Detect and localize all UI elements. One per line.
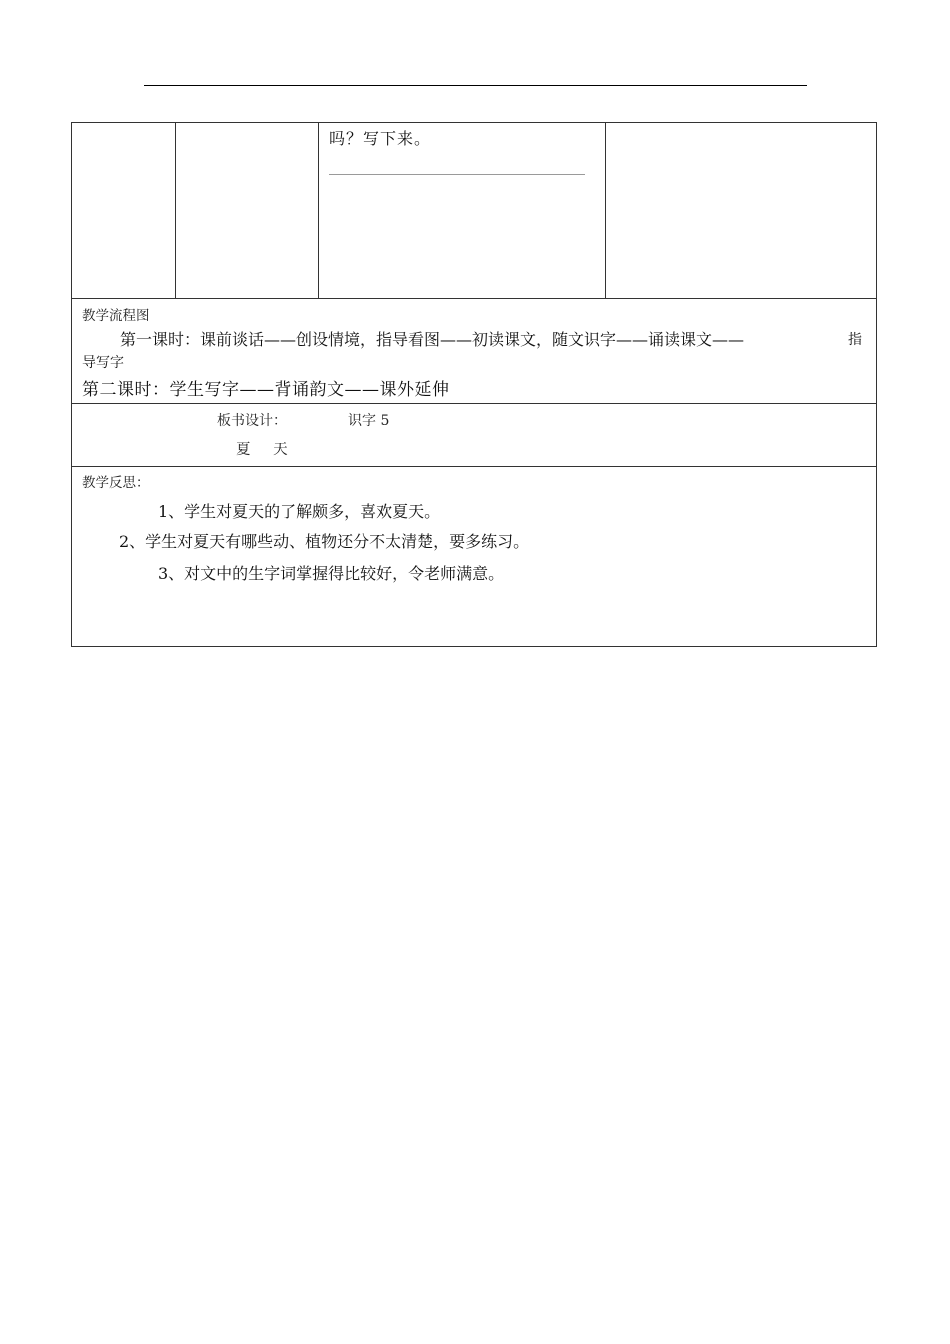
reflection-item: 1、学生对夏天的了解颇多，喜欢夏天。 [158,502,441,521]
exercise-text: 吗？写下来。 [329,129,432,148]
flowchart-lesson-2: 第二课时：学生写字——背诵韵文——课外延伸 [82,380,450,400]
table-cell-exercise [319,123,606,298]
flowchart-lesson-1: 第一课时：课前谈话——创设情境，指导看图——初读课文，随文识字——诵读课文—— [120,330,745,349]
flowchart-lesson-1-tail: 指 [848,332,862,348]
reflection-item: 3、对文中的生字词掌握得比较好，令老师满意。 [158,564,505,583]
flowchart-title: 教学流程图 [82,308,150,324]
table-cell-empty-4 [606,123,876,298]
table-row-reflection [72,467,876,646]
header-rule [144,85,807,86]
table-cell-empty-2 [176,123,319,298]
reflection-item: 2、学生对夏天有哪些动、植物还分不太清楚，要多练习。 [119,532,530,551]
table-row-exercise [72,123,876,299]
board-design-title: 识字 5 [348,413,390,429]
table-cell-empty-1 [72,123,176,298]
table-row-board-design [72,404,876,467]
board-design-label: 板书设计： [217,413,287,429]
lesson-plan-table [71,122,877,647]
reflection-title: 教学反思： [82,475,150,491]
board-design-subtitle: 夏 天 [236,442,297,458]
table-row-flowchart [72,299,876,404]
flowchart-lesson-1-wrap: 导写字 [82,355,124,371]
answer-blank-line [329,174,585,175]
